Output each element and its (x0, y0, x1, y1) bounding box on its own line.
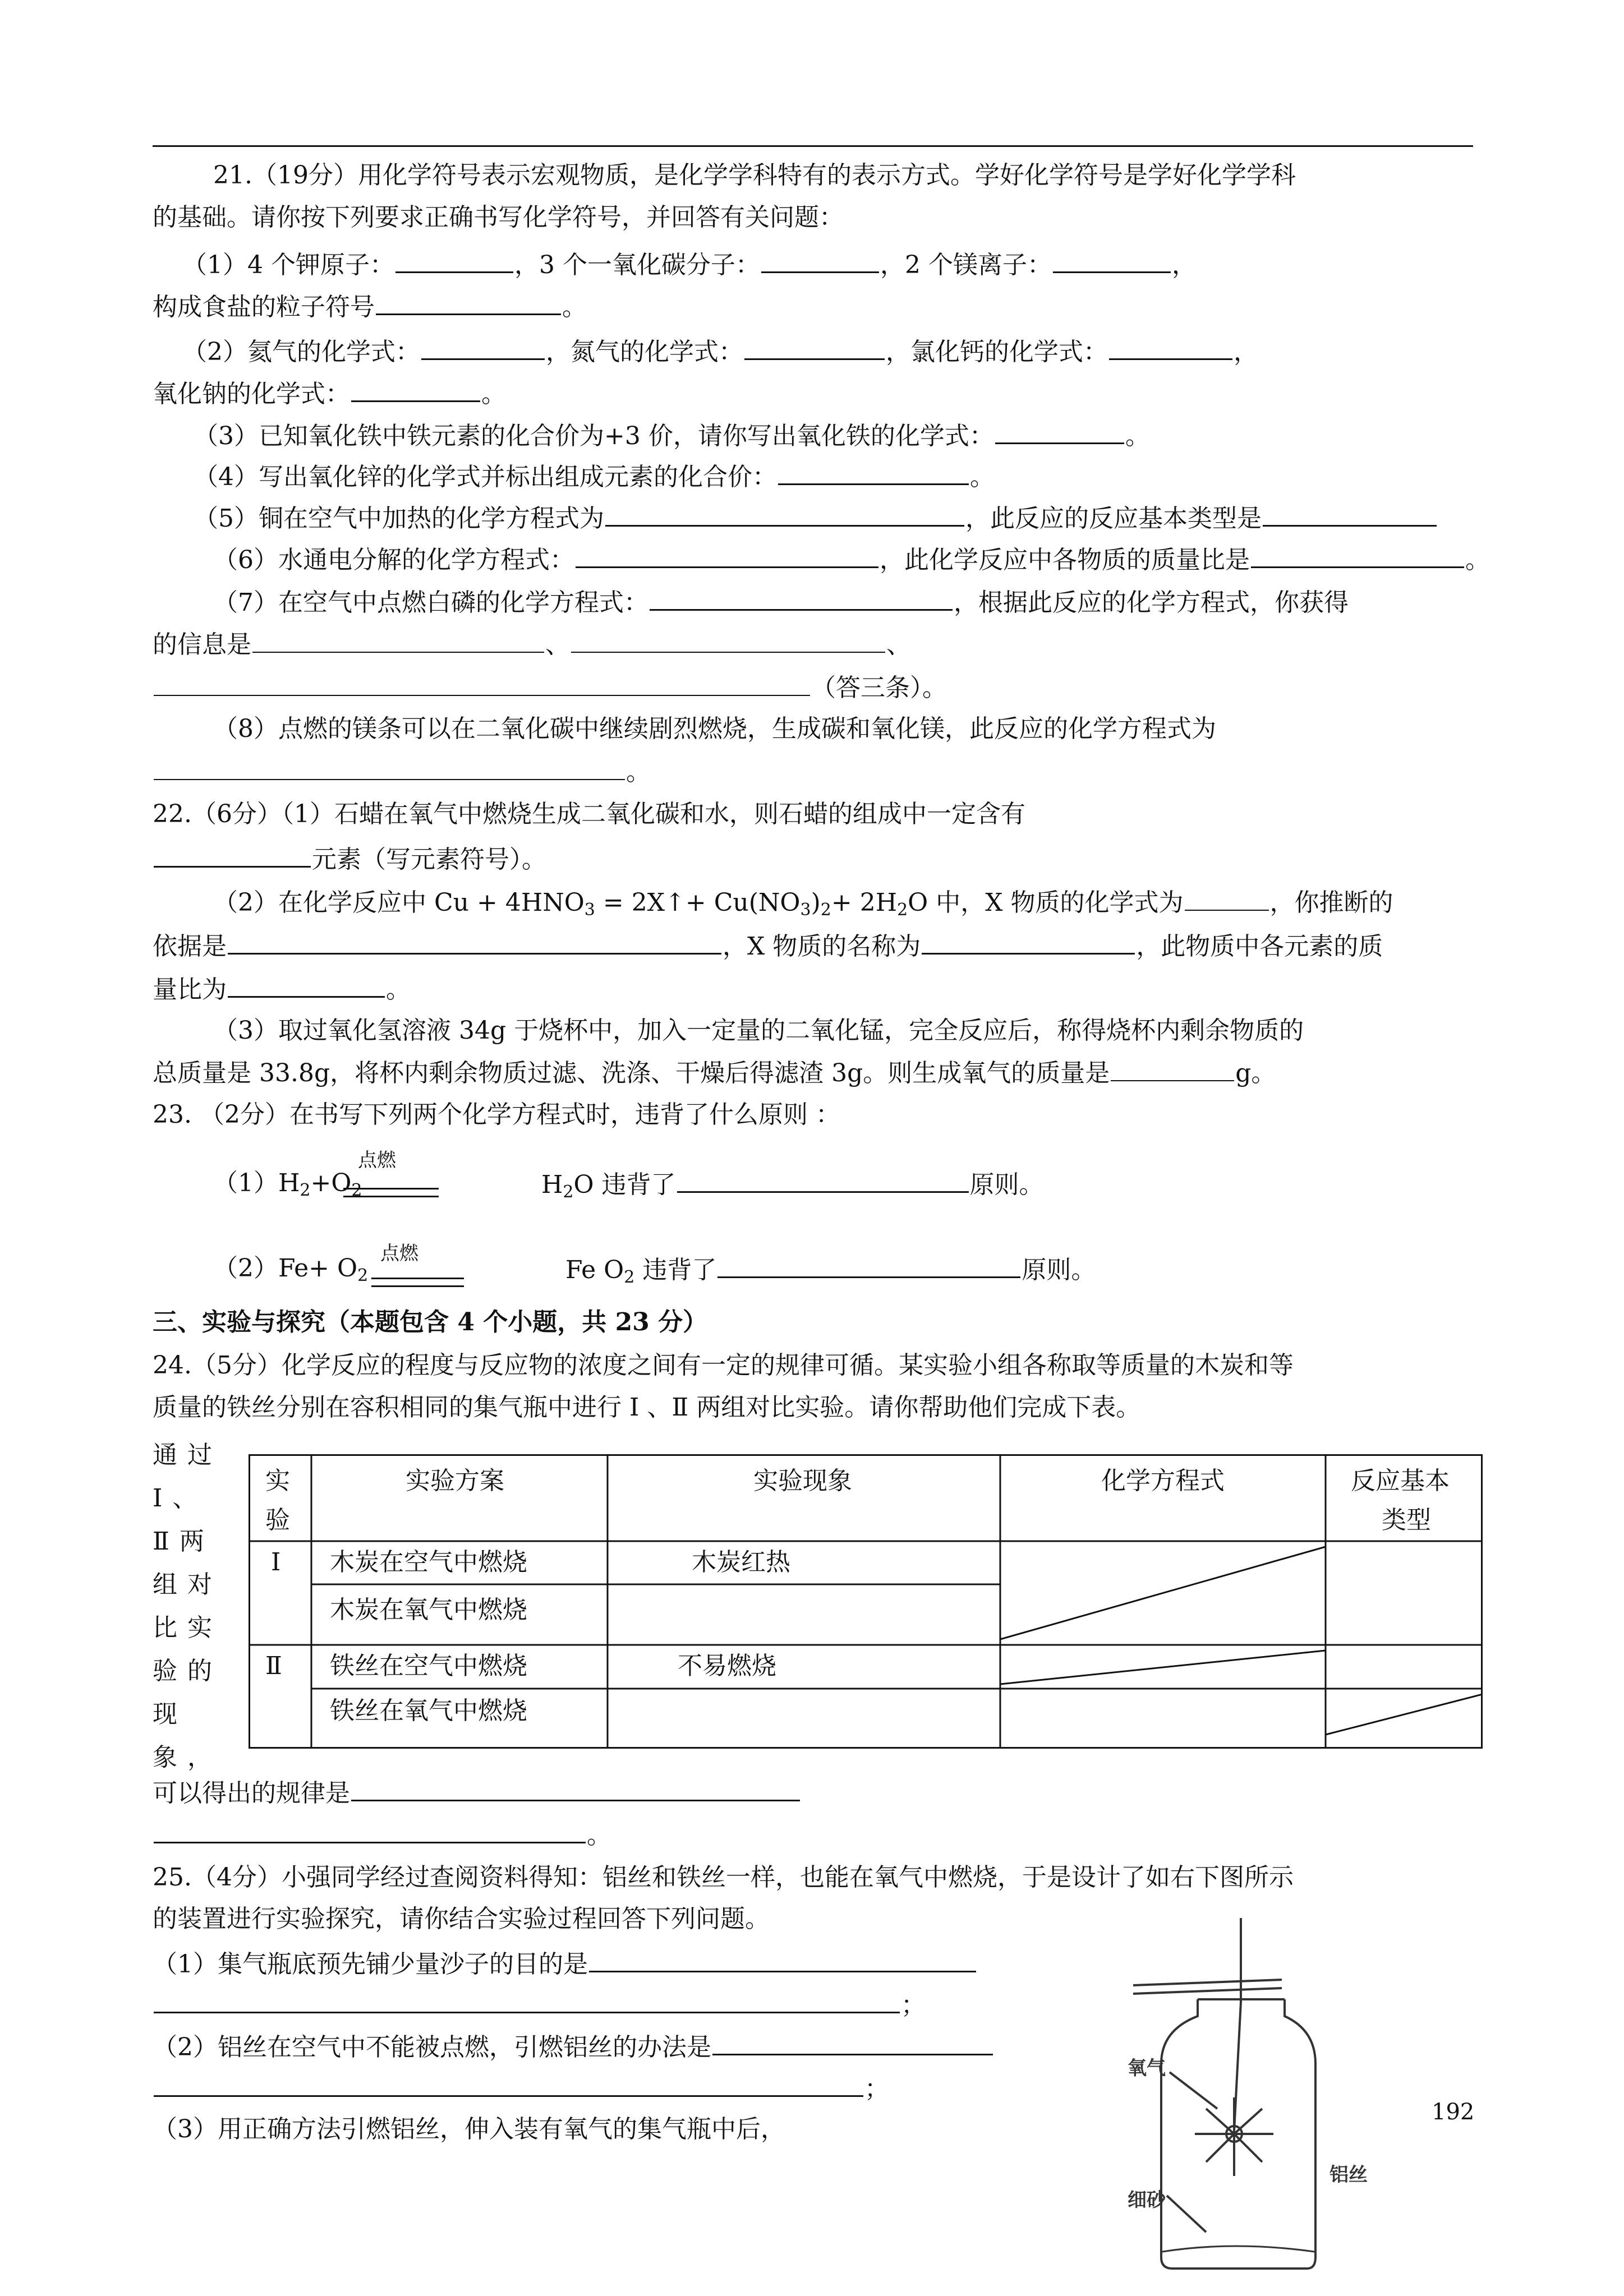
answer-blank[interactable] (1263, 500, 1437, 527)
row2-plan: 木炭在氧气中燃烧 (330, 1596, 527, 1624)
answer-blank[interactable] (351, 376, 480, 402)
eq1-equals-line (343, 1196, 439, 1197)
q23-eq1: $(1)H_2+O_2$ (213, 1169, 362, 1200)
header-phenomenon: 实验现象 (753, 1467, 852, 1495)
q25-part1: （1）集气瓶底预先铺少量沙子的目的是 (153, 1946, 977, 1981)
answer-blank[interactable] (1053, 247, 1171, 273)
answer-blank[interactable] (605, 500, 964, 527)
answer-blank[interactable] (778, 459, 969, 485)
group-II: Ⅱ (265, 1652, 282, 1680)
label-oxygen: 氧气 (1128, 2057, 1166, 2080)
answer-blank[interactable] (252, 627, 544, 653)
q21-part1: （1）4 个钾原子： ，3 个一氧化碳分子： ，2 个镁离子： ， (182, 247, 1197, 282)
answer-blank[interactable] (761, 247, 879, 273)
eq1-equals-line (343, 1188, 439, 1190)
answer-blank[interactable] (995, 418, 1124, 444)
q21-intro-line1: 21.（19分）用化学符号表示宏观物质，是化学学科特有的表示方式。学好化学符号是学好化学学科 (213, 161, 1296, 190)
row4-plan: 铁丝在氧气中燃烧 (330, 1696, 527, 1725)
answer-blank[interactable] (576, 542, 878, 568)
answer-blank[interactable] (154, 754, 625, 780)
header-plan: 实验方案 (406, 1467, 504, 1495)
answer-blank[interactable] (677, 1167, 969, 1193)
answer-blank[interactable] (228, 928, 721, 955)
q25-part1-cont: ； (153, 1987, 926, 2022)
q23-head: 23. （2分）在书写下列两个化学方程式时，违背了什么原则 ： (153, 1100, 840, 1129)
q21-part6: （6）水通电分解的化学方程式： ，此化学反应中各物质的质量比是 。 (213, 542, 1490, 577)
answer-blank[interactable] (154, 670, 810, 696)
answer-blank[interactable] (395, 247, 513, 273)
answer-blank[interactable] (712, 2029, 993, 2055)
q24-conclusion-cont: 。 (153, 1817, 611, 1852)
q21-part8: （8）点燃的镁条可以在二氧化碳中继续剧烈燃烧，生成碳和氧化镁，此反应的化学方程式为 (213, 714, 1216, 743)
q21-part7: （7）在空气中点燃白磷的化学方程式： ，根据此反应的化学方程式，你获得 (213, 584, 1349, 620)
row1-plan: 木炭在空气中燃烧 (330, 1548, 527, 1576)
q21-part1-cont: 构成食盐的粒子符号 。 (153, 289, 587, 324)
q25-part2-cont: ； (153, 2071, 889, 2106)
q25-part2: （2）铝丝在空气中不能被点燃，引燃铝丝的办法是 (153, 2029, 994, 2064)
answer-blank[interactable] (1109, 334, 1232, 360)
q21-part7-cont2: （答三条）。 (153, 670, 947, 705)
answer-blank[interactable] (421, 334, 545, 360)
answer-blank[interactable] (571, 627, 885, 653)
answer-blank[interactable] (228, 971, 385, 998)
q22-line2: 元素（写元素符号）。 (153, 841, 546, 877)
answer-blank[interactable] (717, 1252, 1020, 1278)
q21-part2-cont: 氧化钠的化学式： 。 (153, 376, 506, 411)
row1-phenomenon: 木炭红热 (692, 1548, 790, 1576)
q25-line1: 25.（4分）小强同学经过查阅资料得知：铝丝和铁丝一样，也能在氧气中燃烧，于是设计了如右下图所示 (153, 1863, 1294, 1892)
answer-blank[interactable] (351, 1775, 800, 1801)
answer-blank[interactable] (154, 1817, 586, 1843)
q21-part5: （5）铜在空气中加热的化学方程式为 ，此反应的反应基本类型是 (194, 500, 1438, 536)
label-sand: 细砂 (1128, 2189, 1166, 2211)
q22-line5: 量比为 。 (153, 971, 411, 1007)
eq2-equals-line (371, 1285, 464, 1287)
answer-blank[interactable] (650, 584, 953, 611)
q22-line6: （3）取过氧化氢溶液 34g 于烧杯中，加入一定量的二氧化锰，完全反应后，称得烧杯内剩余物质的 (213, 1016, 1304, 1045)
section-3-title: 三、实验与探究（本题包含 4 个小题，共 23 分） (153, 1308, 708, 1336)
apparatus-drawing (1122, 1896, 1414, 2283)
q24-side-text: 通过 Ⅰ、 Ⅱ两 组对 比实 验的 现 象， (153, 1441, 222, 1772)
answer-blank[interactable] (154, 841, 311, 868)
q21-part7-cont: 的信息是 、 、 (153, 627, 911, 662)
q24-conclusion: 可以得出的规律是 (153, 1775, 801, 1810)
q22-line3: （2）在化学反应中 $Cu + 4HNO_3$ = 2X↑+ $Cu(NO_3)_2+ 2H_2O$ 中，X 物质的化学式为 ，你推断的 (213, 885, 1393, 927)
answer-blank[interactable] (589, 1946, 976, 1972)
q23-eq2: $(2)Fe+ O_2$ (213, 1254, 369, 1285)
q23-eq2-rest: Fe $O_2$ 违背了 原则。 (565, 1252, 1096, 1294)
answer-blank[interactable] (922, 928, 1135, 955)
q24-line1: 24.（5分）化学反应的程度与反应物的浓度之间有一定的规律可循。某实验小组各称取等质量的木炭和等 (153, 1351, 1294, 1380)
header-type-1: 反应基本 (1351, 1467, 1450, 1495)
answer-blank[interactable] (744, 334, 885, 360)
header-type-2: 类型 (1382, 1506, 1431, 1534)
label-aluminum-wire: 铝丝 (1329, 2164, 1368, 2186)
header-equation: 化学方程式 (1101, 1467, 1225, 1495)
row3-plan: 铁丝在空气中燃烧 (330, 1652, 527, 1680)
q22-line7: 总质量是 33.8g，将杯内剩余物质过滤、洗涤、干燥后得滤渣 3g。则生成氧气的质量是 g。 (153, 1055, 1276, 1090)
q21-part2: （2）氦气的化学式： ，氮气的化学式： ，氯化钙的化学式： ， (182, 334, 1258, 369)
experiment-table (249, 1454, 1483, 1749)
q23-eq1-rest: $H_2O$ 违背了 原则。 (541, 1167, 1044, 1209)
q22-line4: 依据是 ，X 物质的名称为 ，此物质中各元素的质 (153, 928, 1383, 963)
q25-part3: （3）用正确方法引燃铝丝，伸入装有氧气的集气瓶中后， (153, 2115, 785, 2143)
q21-part8-cont: 。 (153, 754, 651, 789)
answer-blank[interactable] (154, 1987, 900, 2013)
header-group-1: 实 (265, 1467, 290, 1495)
eq1-condition: 点燃 (358, 1149, 396, 1172)
page-number: 192 (1432, 2099, 1475, 2125)
header-rule (153, 145, 1473, 147)
q25-line2: 的装置进行实验探究，请你结合实验过程回答下列问题。 (153, 1905, 770, 1933)
answer-blank[interactable] (1111, 1055, 1234, 1081)
q21-part4: （4）写出氧化锌的化学式并标出组成元素的化合价： 。 (194, 459, 995, 494)
answer-blank[interactable] (1251, 542, 1464, 568)
row3-phenomenon: 不易燃烧 (678, 1652, 776, 1680)
answer-blank[interactable] (376, 289, 561, 315)
q24-line2: 质量的铁丝分别在容积相同的集气瓶中进行 Ⅰ 、Ⅱ 两组对比实验。请你帮助他们完成下表。 (153, 1393, 1141, 1422)
answer-blank[interactable] (154, 2071, 863, 2097)
eq2-equals-line (371, 1278, 464, 1279)
answer-blank[interactable] (1185, 885, 1269, 911)
group-I: Ⅰ (271, 1548, 281, 1576)
q21-intro-line2: 的基础。请你按下列要求正确书写化学符号，并回答有关问题： (153, 203, 844, 232)
q21-part3: （3）已知氧化铁中铁元素的化合价为+3 价，请你写出氧化铁的化学式： 。 (194, 418, 1150, 453)
q22-line1: 22.（6分）（1）石蜡在氧气中燃烧生成二氧化碳和水，则石蜡的组成中一定含有 (153, 800, 1025, 828)
header-group-2: 验 (265, 1506, 290, 1534)
eq2-condition: 点燃 (380, 1242, 418, 1265)
gas-bottle-apparatus-figure (1122, 1896, 1414, 2283)
